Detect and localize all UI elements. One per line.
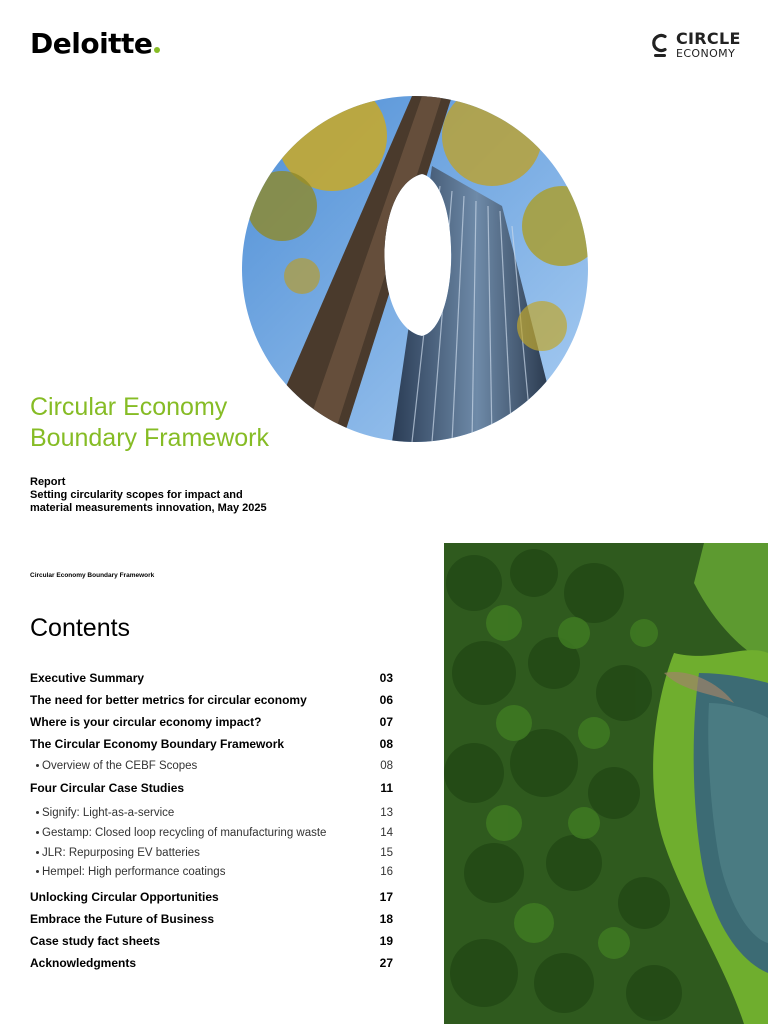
report-subtitle-line: Setting circularity scopes for impact and: [30, 489, 243, 501]
toc-entry-page: 19: [379, 934, 393, 948]
deloitte-logo-text: Deloitte: [30, 27, 153, 60]
toc-entry-label: The need for better metrics for circular economy: [30, 693, 307, 707]
bullet-icon: [36, 831, 39, 834]
toc-entry-label: Hempel: High performance coatings: [42, 866, 226, 878]
hero-ring-image: [242, 96, 588, 442]
toc-entry-label: Case study fact sheets: [30, 934, 161, 948]
toc-subentry[interactable]: [30, 863, 393, 881]
toc-entry-label: Overview of the CEBF Scopes: [42, 760, 198, 772]
toc-entry[interactable]: [30, 669, 393, 687]
deloitte-green-dot: [154, 47, 160, 53]
circle-economy-logo: [650, 31, 741, 59]
toc-entry-label: Gestamp: Closed loop recycling of manufacturing waste: [42, 827, 327, 839]
toc-entry-page: 16: [380, 866, 393, 878]
toc-entry-label: The Circular Economy Boundary Framework: [30, 737, 285, 751]
contents-title: Contents: [30, 614, 131, 642]
bullet-icon: [36, 851, 39, 854]
toc-entry-page: 15: [380, 847, 393, 859]
toc-entry-label: Acknowledgments: [30, 956, 137, 970]
forest-aerial-image: [444, 543, 768, 1024]
contents-page: [0, 543, 768, 1024]
toc-entry-page: 06: [379, 693, 393, 707]
report-subtitle-line: Report: [30, 476, 66, 488]
toc-subentry[interactable]: [30, 804, 393, 822]
circle-economy-mark-icon: [650, 32, 670, 58]
report-subtitle: [30, 476, 267, 515]
toc-entry-page: 03: [379, 671, 393, 685]
toc-entry-label: Where is your circular economy impact?: [30, 715, 262, 729]
toc-entry-page: 14: [380, 827, 393, 839]
toc-entry-label: Signify: Light-as-a-service: [42, 807, 175, 819]
toc-entry[interactable]: [30, 735, 393, 753]
report-subtitle-line: material measurements innovation, May 2025: [30, 502, 267, 514]
toc-entry-page: 11: [380, 781, 393, 795]
toc-entry-page: 27: [379, 956, 393, 970]
toc-subentry[interactable]: [30, 824, 393, 842]
running-header: Circular Economy Boundary Framework: [30, 572, 155, 579]
toc-entry-page: 08: [380, 760, 393, 772]
bullet-icon: [36, 870, 39, 873]
toc-entry-label: Embrace the Future of Business: [30, 912, 215, 926]
circle-economy-logo-line1: CIRCLE: [676, 29, 741, 48]
toc-entry-label: Four Circular Case Studies: [30, 781, 185, 795]
toc-entry[interactable]: [30, 888, 393, 906]
toc-entry[interactable]: [30, 713, 393, 731]
toc-entry-page: 17: [379, 890, 393, 904]
toc-subentry[interactable]: [30, 844, 393, 862]
deloitte-logo: [30, 27, 160, 61]
toc-subentry[interactable]: [30, 757, 393, 775]
toc-entry-label: Executive Summary: [30, 671, 145, 685]
bullet-icon: [36, 811, 39, 814]
toc-entry-page: 08: [379, 737, 393, 751]
toc-entry-page: 07: [379, 715, 393, 729]
toc-entry[interactable]: [30, 932, 393, 950]
toc-entry-page: 13: [380, 807, 393, 819]
toc-entry-label: JLR: Repurposing EV batteries: [42, 847, 200, 859]
toc-entry[interactable]: [30, 910, 393, 928]
toc-entry-page: 18: [379, 912, 393, 926]
toc-entry[interactable]: [30, 691, 393, 709]
toc-entry[interactable]: [30, 954, 393, 972]
report-title-line: Boundary Framework: [30, 424, 269, 452]
toc-entry[interactable]: [30, 779, 393, 797]
report-title-line: Circular Economy: [30, 393, 228, 421]
bullet-icon: [36, 764, 39, 767]
circle-economy-logo-line2: ECONOMY: [676, 47, 736, 60]
report-title: [30, 392, 269, 454]
toc-entry-label: Unlocking Circular Opportunities: [30, 890, 219, 904]
